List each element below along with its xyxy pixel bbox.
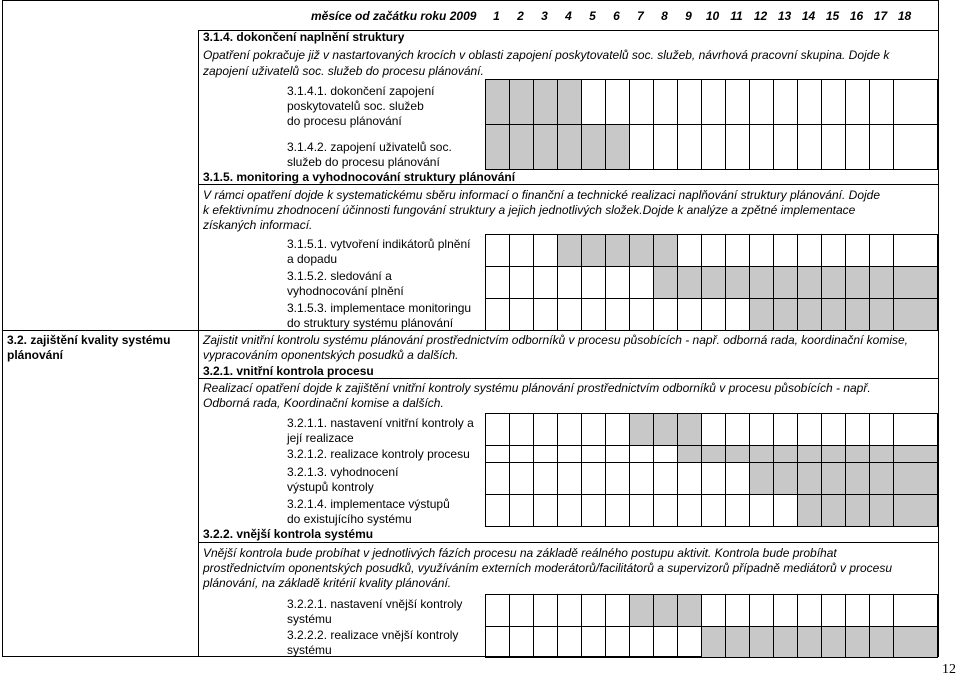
gantt-cell-active — [750, 267, 774, 299]
section-title-3-2: plánování — [7, 348, 64, 362]
section-desc: zapojení uživatelů soc. služeb do procesu plánování. — [203, 64, 484, 78]
gantt-cell-active — [702, 446, 726, 463]
gantt-cell — [534, 299, 558, 331]
gantt-cell-active — [702, 627, 726, 658]
gantt-row-3-1-4-1 — [485, 79, 938, 125]
gantt-cell-active — [606, 235, 630, 267]
gantt-cell — [702, 235, 726, 267]
gantt-cell — [582, 595, 606, 627]
section-desc: k efektivnímu zhodnocení účinnosti fungování struktury a jejich jednotlivých složek.Dojde k analýze a zpětné implementace — [203, 203, 856, 217]
gantt-cell — [678, 627, 702, 658]
section-desc: Realizací opatření dojde k zajištění vnitřní kontroly systému plánování prostřednictvím odborníků v procesu působících - např. — [203, 381, 871, 395]
left-column-divider — [198, 30, 199, 657]
gantt-cell — [870, 80, 894, 125]
gantt-cell — [486, 495, 510, 527]
gantt-cell — [846, 80, 870, 125]
gantt-cell-active — [486, 80, 510, 125]
gantt-cell-active — [894, 627, 938, 658]
month-label: 4 — [565, 9, 572, 23]
gantt-cell-active — [678, 267, 702, 299]
gantt-cell-active — [750, 446, 774, 463]
gantt-cell-active — [774, 627, 798, 658]
task-label-3-1-5-3: 3.1.5.3. implementace monitoringu — [287, 301, 472, 315]
gantt-cell-active — [894, 446, 938, 463]
gantt-cell — [726, 495, 750, 527]
month-label: 6 — [613, 9, 620, 23]
section-title-3-1-4: 3.1.4. dokončení naplnění struktury — [203, 30, 405, 44]
gantt-cell — [582, 414, 606, 446]
section-title-3-2-2: 3.2.2. vnější kontrola systému — [203, 527, 374, 541]
gantt-cell — [654, 446, 678, 463]
gantt-cell-active — [606, 125, 630, 170]
gantt-cell — [750, 414, 774, 446]
gantt-cell — [870, 595, 894, 627]
gantt-cell — [870, 125, 894, 170]
month-label: 12 — [753, 9, 768, 23]
gantt-cell-active — [822, 463, 846, 495]
task-label-3-1-5-1: 3.1.5.1. vytvoření indikátorů plnění — [287, 237, 471, 251]
task-label-3-1-5-2: vyhodnocování plnění — [287, 284, 404, 298]
gantt-cell-active — [822, 495, 846, 527]
gantt-cell-active — [798, 627, 822, 658]
gantt-cell-active — [798, 299, 822, 331]
gantt-cell — [630, 299, 654, 331]
gantt-cell — [750, 235, 774, 267]
gantt-row-3-2-1-3 — [485, 462, 938, 495]
gantt-cell — [606, 627, 630, 658]
task-label-3-1-4-1: poskytovatelů soc. služeb — [287, 99, 424, 113]
months-header-label: měsíce od začátku roku 2009 — [311, 9, 477, 23]
gantt-cell — [558, 299, 582, 331]
gantt-cell-active — [726, 627, 750, 658]
task-label-3-2-1-3: 3.2.1.3. vyhodnocení — [287, 465, 399, 479]
gantt-cell-active — [654, 267, 678, 299]
section-desc: Zajistit vnitřní kontrolu systému plánování prostřednictvím odborníků v procesu působících - např. odborná rada, koordinační komise, — [203, 333, 909, 347]
gantt-cell — [654, 80, 678, 125]
section-desc: plánování, na základě kritérií kvality plánování. — [203, 576, 452, 590]
gantt-cell-active — [510, 80, 534, 125]
section-desc: Vnější kontrola bude probíhat v jednotlivých fázích procesu na základě reálného postupu aktivit. Kontrola bude probíhat — [203, 546, 837, 560]
gantt-cell — [486, 414, 510, 446]
gantt-cell — [486, 299, 510, 331]
gantt-cell — [702, 595, 726, 627]
section-title-3-2-1: 3.2.1. vnitřní kontrola procesu — [203, 364, 374, 378]
gantt-cell — [582, 627, 606, 658]
gantt-cell — [678, 495, 702, 527]
gantt-cell-active — [678, 414, 702, 446]
gantt-cell — [822, 80, 846, 125]
gantt-cell — [822, 414, 846, 446]
gantt-cell-active — [654, 595, 678, 627]
row-divider — [198, 542, 939, 543]
task-label-3-1-4-2: služeb do procesu plánování — [287, 155, 440, 169]
gantt-cell-active — [846, 627, 870, 658]
gantt-cell — [702, 414, 726, 446]
section-desc: prostřednictvím oponentských posudků, využíváním externích moderátorů/facilitátorů a supervizorů případně mediátorů v procesu — [203, 561, 893, 575]
task-label-3-1-4-2: 3.1.4.2. zapojení uživatelů soc. — [287, 140, 452, 154]
gantt-cell — [654, 125, 678, 170]
gantt-cell — [798, 125, 822, 170]
gantt-cell-active — [582, 235, 606, 267]
gantt-cell-active — [894, 495, 938, 527]
gantt-cell — [654, 495, 678, 527]
month-label: 11 — [730, 9, 743, 23]
row-divider — [198, 184, 939, 185]
gantt-cell — [726, 80, 750, 125]
gantt-cell-active — [798, 495, 822, 527]
gantt-cell — [750, 495, 774, 527]
gantt-cell — [606, 595, 630, 627]
section-desc: Opatření pokračuje již v nastartovaných krocích v oblasti zapojení poskytovatelů soc. služeb, návrhová pracovní skupina. Dojde k — [203, 48, 890, 62]
gantt-cell — [534, 267, 558, 299]
gantt-cell — [558, 414, 582, 446]
row-divider — [198, 378, 939, 379]
gantt-cell-active — [774, 299, 798, 331]
gantt-cell-active — [870, 446, 894, 463]
gantt-cell — [582, 299, 606, 331]
gantt-cell-active — [558, 235, 582, 267]
gantt-cell — [894, 414, 938, 446]
gantt-cell — [534, 414, 558, 446]
gantt-cell-active — [654, 235, 678, 267]
gantt-row-3-2-2-1 — [485, 594, 938, 627]
gantt-cell — [606, 463, 630, 495]
gantt-cell — [726, 414, 750, 446]
gantt-cell-active — [870, 299, 894, 331]
gantt-cell-active — [750, 299, 774, 331]
gantt-cell — [798, 414, 822, 446]
gantt-row-3-2-1-2 — [485, 445, 938, 463]
gantt-cell — [774, 80, 798, 125]
gantt-cell — [894, 595, 938, 627]
month-label: 1 — [493, 9, 500, 23]
gantt-cell — [534, 446, 558, 463]
gantt-cell-active — [870, 267, 894, 299]
gantt-cell-active — [582, 125, 606, 170]
gantt-cell-active — [678, 446, 702, 463]
task-label-3-1-5-2: 3.1.5.2. sledování a — [287, 269, 392, 283]
task-label-3-2-2-2: systému — [287, 643, 332, 657]
gantt-cell — [558, 627, 582, 658]
gantt-cell — [678, 125, 702, 170]
gantt-cell — [822, 235, 846, 267]
gantt-cell — [510, 299, 534, 331]
gantt-cell — [750, 80, 774, 125]
gantt-cell-active — [894, 299, 938, 331]
month-label: 8 — [661, 9, 668, 23]
gantt-cell — [654, 463, 678, 495]
month-label: 18 — [897, 9, 912, 23]
gantt-cell-active — [726, 267, 750, 299]
gantt-cell — [630, 495, 654, 527]
gantt-cell — [798, 235, 822, 267]
gantt-cell-active — [870, 463, 894, 495]
gantt-cell — [510, 267, 534, 299]
gantt-cell — [702, 463, 726, 495]
gantt-cell-active — [534, 80, 558, 125]
month-label: 5 — [589, 9, 596, 23]
gantt-cell-active — [846, 495, 870, 527]
gantt-cell — [630, 267, 654, 299]
gantt-cell — [774, 125, 798, 170]
gantt-cell — [582, 463, 606, 495]
task-label-3-2-1-3: výstupů kontroly — [287, 480, 374, 494]
gantt-cell — [630, 463, 654, 495]
gantt-cell — [606, 446, 630, 463]
gantt-cell-active — [822, 299, 846, 331]
gantt-cell — [558, 595, 582, 627]
gantt-cell — [726, 595, 750, 627]
gantt-cell — [606, 495, 630, 527]
gantt-cell — [630, 627, 654, 658]
task-label-3-2-1-4: 3.2.1.4. implementace výstupů — [287, 497, 450, 511]
gantt-cell — [894, 125, 938, 170]
task-label-3-2-1-1: 3.2.1.1. nastavení vnitřní kontroly a — [287, 416, 474, 430]
gantt-cell — [486, 595, 510, 627]
task-label-3-1-5-3: do struktury systému plánování — [287, 316, 454, 330]
gantt-cell — [798, 595, 822, 627]
task-label-3-2-2-1: systému — [287, 612, 332, 626]
gantt-cell-active — [678, 595, 702, 627]
gantt-cell-active — [558, 80, 582, 125]
task-label-3-1-4-1: do procesu plánování — [287, 114, 402, 128]
gantt-cell-active — [630, 235, 654, 267]
gantt-cell — [582, 80, 606, 125]
gantt-cell-active — [774, 267, 798, 299]
task-label-3-2-1-2: 3.2.1.2. realizace kontroly procesu — [287, 447, 470, 461]
gantt-cell — [630, 446, 654, 463]
gantt-cell — [558, 267, 582, 299]
gantt-cell — [798, 80, 822, 125]
gantt-cell — [534, 627, 558, 658]
gantt-cell — [894, 80, 938, 125]
gantt-cell — [510, 235, 534, 267]
gantt-cell — [510, 627, 534, 658]
gantt-cell-active — [798, 446, 822, 463]
gantt-cell — [894, 235, 938, 267]
section-desc: V rámci opatření dojde k systematickému sběru informací o finanční a technické realizaci naplňování struktury plánování. Dojde — [203, 188, 881, 202]
gantt-cell — [774, 595, 798, 627]
gantt-cell — [510, 446, 534, 463]
gantt-cell-active — [726, 446, 750, 463]
gantt-cell — [486, 446, 510, 463]
gantt-cell-active — [654, 414, 678, 446]
gantt-cell — [486, 463, 510, 495]
gantt-cell — [510, 595, 534, 627]
gantt-cell — [510, 414, 534, 446]
gantt-cell — [702, 495, 726, 527]
gantt-row-3-2-2-2 — [485, 626, 938, 658]
gantt-cell — [726, 299, 750, 331]
gantt-cell-active — [774, 463, 798, 495]
gantt-cell — [678, 235, 702, 267]
gantt-cell — [606, 80, 630, 125]
gantt-row-3-1-5-1 — [485, 234, 938, 267]
month-label: 7 — [637, 9, 644, 23]
gantt-cell — [846, 414, 870, 446]
gantt-cell-active — [894, 463, 938, 495]
gantt-cell — [558, 495, 582, 527]
gantt-cell-active — [798, 267, 822, 299]
gantt-cell-active — [822, 627, 846, 658]
gantt-cell — [822, 125, 846, 170]
gantt-cell — [606, 299, 630, 331]
task-label-3-2-1-1: její realizace — [287, 431, 354, 445]
month-label: 17 — [873, 9, 888, 23]
gantt-cell-active — [486, 125, 510, 170]
gantt-cell-active — [558, 125, 582, 170]
section-desc: získaných informací. — [203, 218, 313, 232]
gantt-cell — [486, 267, 510, 299]
gantt-cell — [822, 595, 846, 627]
gantt-cell — [774, 414, 798, 446]
gantt-cell — [558, 446, 582, 463]
gantt-cell — [774, 495, 798, 527]
month-label: 13 — [777, 9, 792, 23]
task-label-3-1-4-1: 3.1.4.1. dokončení zapojení — [287, 84, 435, 98]
gantt-cell — [702, 80, 726, 125]
gantt-cell — [486, 627, 510, 658]
gantt-cell — [630, 80, 654, 125]
gantt-cell-active — [510, 125, 534, 170]
gantt-cell — [630, 125, 654, 170]
gantt-cell-active — [750, 627, 774, 658]
gantt-cell — [534, 595, 558, 627]
gantt-cell — [510, 495, 534, 527]
gantt-cell — [678, 299, 702, 331]
section-title-3-1-5: 3.1.5. monitoring a vyhodnocování struktury plánování — [203, 170, 516, 184]
gantt-cell — [486, 235, 510, 267]
gantt-cell-active — [534, 125, 558, 170]
gantt-cell — [846, 595, 870, 627]
task-label-3-1-5-1: a dopadu — [287, 252, 338, 266]
gantt-cell — [726, 125, 750, 170]
gantt-cell — [582, 446, 606, 463]
gantt-cell-active — [846, 299, 870, 331]
gantt-row-3-1-5-2 — [485, 266, 938, 299]
gantt-cell — [606, 414, 630, 446]
gantt-cell — [846, 235, 870, 267]
gantt-cell — [678, 80, 702, 125]
gantt-cell-active — [822, 446, 846, 463]
month-label: 15 — [825, 9, 840, 23]
gantt-cell — [582, 495, 606, 527]
gantt-cell-active — [630, 414, 654, 446]
month-label: 16 — [849, 9, 864, 23]
gantt-cell-active — [894, 267, 938, 299]
gantt-cell — [678, 463, 702, 495]
month-label: 10 — [705, 9, 720, 23]
gantt-cell — [558, 463, 582, 495]
section-desc: Odborná rada, Koordinační komise a dalších. — [203, 396, 444, 410]
gantt-cell — [534, 495, 558, 527]
gantt-cell — [726, 463, 750, 495]
gantt-cell-active — [870, 495, 894, 527]
month-label: 14 — [801, 9, 816, 23]
gantt-cell-active — [702, 267, 726, 299]
gantt-cell — [870, 235, 894, 267]
gantt-cell — [702, 125, 726, 170]
gantt-cell-active — [846, 463, 870, 495]
gantt-cell — [774, 235, 798, 267]
gantt-cell — [870, 414, 894, 446]
gantt-cell-active — [846, 267, 870, 299]
gantt-cell — [702, 299, 726, 331]
gantt-cell — [750, 595, 774, 627]
month-label: 3 — [541, 9, 548, 23]
gantt-cell — [654, 627, 678, 658]
task-label-3-2-2-2: 3.2.2.2. realizace vnější kontroly — [287, 628, 459, 642]
gantt-row-3-1-5-3 — [485, 298, 938, 331]
gantt-cell — [606, 267, 630, 299]
gantt-row-3-1-4-2 — [485, 124, 938, 170]
section-desc: vypracováním oponentských posudků a dalších. — [203, 348, 459, 362]
gantt-cell-active — [846, 446, 870, 463]
gantt-cell — [582, 267, 606, 299]
task-label-3-2-1-4: do existujícího systému — [287, 512, 412, 526]
gantt-cell — [510, 463, 534, 495]
gantt-cell — [534, 235, 558, 267]
gantt-cell — [846, 125, 870, 170]
gantt-cell — [726, 235, 750, 267]
month-label: 2 — [517, 9, 524, 23]
page-number: 12 — [942, 662, 956, 677]
gantt-row-3-2-1-4 — [485, 494, 938, 527]
gantt-cell — [654, 299, 678, 331]
gantt-row-3-2-1-1 — [485, 413, 938, 446]
gantt-cell-active — [822, 267, 846, 299]
gantt-cell-active — [774, 446, 798, 463]
gantt-cell-active — [870, 627, 894, 658]
task-label-3-2-2-1: 3.2.2.1. nastavení vnější kontroly — [287, 597, 463, 611]
gantt-cell — [534, 463, 558, 495]
gantt-cell — [750, 125, 774, 170]
gantt-cell-active — [750, 463, 774, 495]
gantt-cell-active — [798, 463, 822, 495]
gantt-cell-active — [630, 595, 654, 627]
month-label: 9 — [685, 9, 692, 23]
section-title-3-2: 3.2. zajištění kvality systému — [7, 333, 171, 347]
